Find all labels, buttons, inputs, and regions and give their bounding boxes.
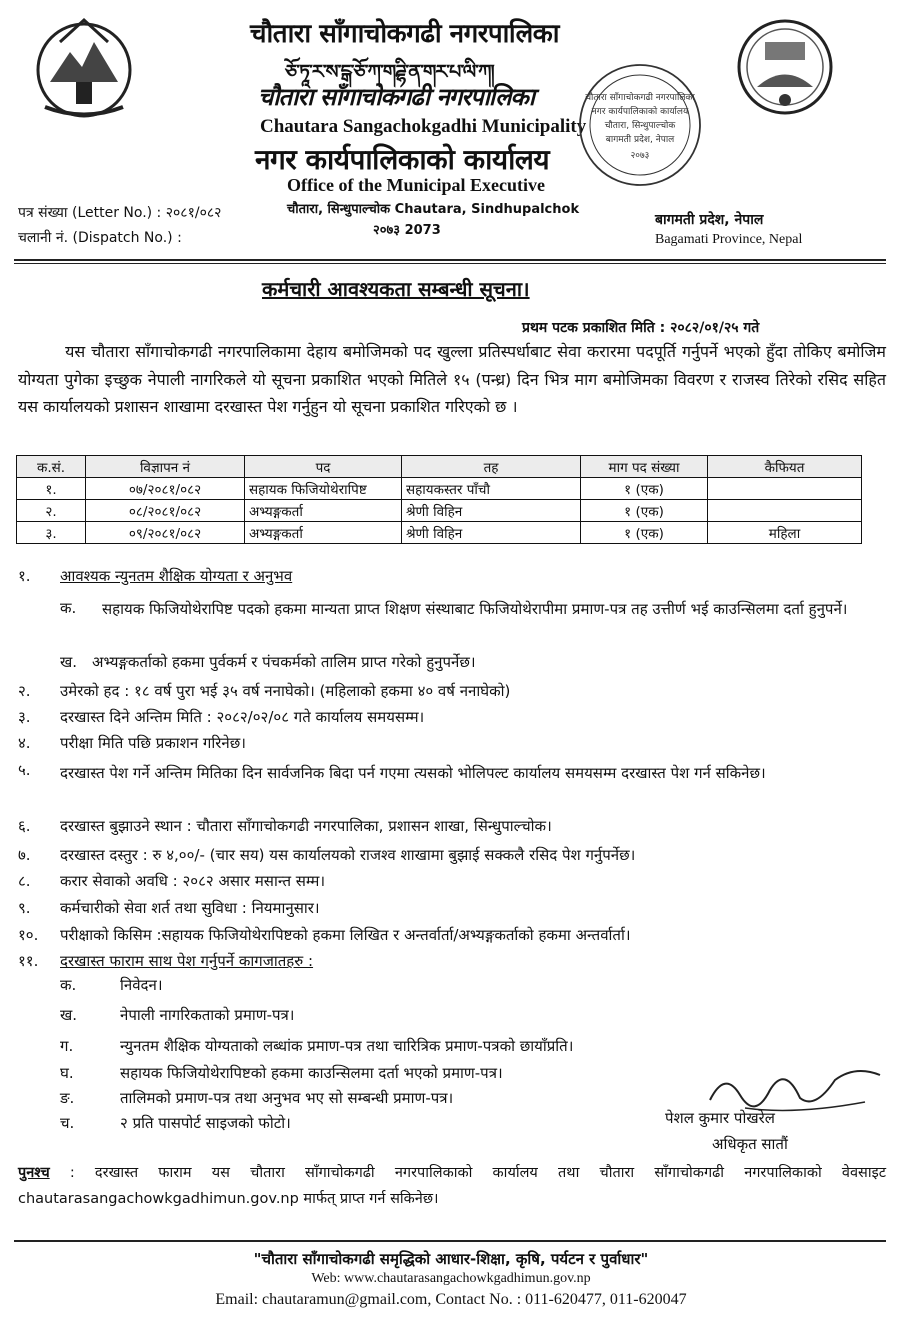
doc-item-text: नेपाली नागरिकताको प्रमाण-पत्र। — [120, 1006, 295, 1024]
cell-demand: १ (एक) — [581, 478, 708, 500]
cell-sn: १. — [17, 478, 86, 500]
stamp-line-1: चौतारा साँगाचोकगढी नगरपालिका — [585, 93, 695, 103]
footer-divider — [14, 1240, 886, 1242]
section-10-number: १०. — [18, 926, 39, 944]
section-2-number: २. — [18, 682, 31, 700]
section-1a-number: क. — [60, 599, 77, 617]
cell-remarks: महिला — [708, 522, 862, 544]
section-3-number: ३. — [18, 708, 31, 726]
cell-post: अभ्यङ्गकर्ता — [245, 522, 402, 544]
dispatch-number: चलानी नं. (Dispatch No.) : — [18, 230, 182, 246]
cell-remarks — [708, 478, 862, 500]
section-9-number: ९. — [18, 899, 31, 917]
postscript — [18, 1160, 886, 1212]
nepal-emblem-icon — [30, 12, 138, 122]
section-3-text: दरखास्त दिने अन्तिम मिति : २०८२/०२/०८ गते कार्यालय समयसम्म। — [60, 708, 425, 726]
publish-date: प्रथम पटक प्रकाशित मिति : २०८२/०१/२५ गते — [522, 320, 760, 336]
section-5-text: दरखास्त पेश गर्ने अन्तिम मितिका दिन सार्वजनिक बिदा पर्न गएमा त्यसको भोलिपल्ट कार्यालय समयसम्म दरखास्त पेश गर्न सकिनेछ। — [60, 764, 766, 782]
office-name-en: Office of the Municipal Executive — [287, 175, 545, 195]
section-1-title: आवश्यक न्युनतम शैक्षिक योग्यता र अनुभव — [60, 567, 293, 585]
section-1-number: १. — [18, 567, 31, 585]
municipality-name-tibetan: ཅོ་ཏཱ་ར་ས་ངྒ་ཅོ་ཀ་གཌྷི་ན་གར་པ་ལི་ཀ། — [285, 61, 494, 83]
col-demand: माग पद संख्या — [581, 456, 708, 478]
col-sn: क.सं. — [17, 456, 86, 478]
doc-item-text: निवेदन। — [120, 976, 163, 994]
section-1a-text: सहायक फिजियोथेरापिष्ट पदको हकमा मान्यता प्राप्त शिक्षण संस्थाबाट फिजियोथेरापीमा प्रमाण-पत्र तह उत्तीर्ण भई काउन्सिलमा दर्ता हुनुपर्ने। — [102, 600, 848, 618]
doc-item-text: सहायक फिजियोथेरापिष्टको हकमा काउन्सिलमा दर्ता भएको प्रमाण-पत्र। — [120, 1064, 503, 1082]
stamp-year: २०७३ — [630, 151, 650, 161]
cell-ad-no: ०७/२०८१/०८२ — [86, 478, 245, 500]
section-1b-number: ख. — [60, 653, 78, 671]
section-4-text: परीक्षा मिति पछि प्रकाशन गरिनेछ। — [60, 734, 246, 752]
province-en: Bagamati Province, Nepal — [655, 232, 803, 247]
footer-contact: Email: chautaramun@gmail.com, Contact No. : 011-620477, 011-620047 — [215, 1291, 687, 1308]
section-7-number: ७. — [18, 846, 31, 864]
doc-item-number: ग. — [60, 1037, 74, 1055]
cell-level: सहायकस्तर पाँचौ — [402, 478, 581, 500]
notice-title: कर्मचारी आवश्यकता सम्बन्धी सूचना। — [262, 277, 530, 301]
cell-level: श्रेणी विहिन — [402, 500, 581, 522]
office-location: चौतारा, सिन्धुपाल्चोक Chautara, Sindhupalchok — [287, 202, 580, 217]
office-name-np: नगर कार्यपालिकाको कार्यालय — [255, 143, 550, 176]
col-remarks: कैफियत — [708, 456, 862, 478]
table-row — [17, 478, 862, 500]
stamp-line-4: बागमती प्रदेश, नेपाल — [605, 135, 675, 145]
doc-item-number: क. — [60, 976, 77, 994]
table-header-row — [17, 456, 862, 478]
table-row — [17, 522, 862, 544]
section-11-number: ११. — [18, 952, 39, 970]
vacancy-table — [16, 455, 862, 544]
letter-number: पत्र संख्या (Letter No.) : २०८१/०८२ — [18, 205, 222, 221]
section-8-number: ८. — [18, 872, 31, 890]
section-7-text: दरखास्त दस्तुर : रु ४,००/- (चार सय) यस कार्यालयको राजश्व शाखामा बुझाई सक्कलै रसिद पेश गर्नुपर्नेछ। — [60, 846, 636, 864]
col-post: पद — [245, 456, 402, 478]
section-6-number: ६. — [18, 817, 31, 835]
province-np: बागमती प्रदेश, नेपाल — [655, 212, 764, 228]
section-10-text: परीक्षाको किसिम :सहायक फिजियोथेरापिष्टको हकमा लिखित र अन्तर्वार्ता/अभ्यङ्गकर्ताको हकमा अन्तर्वार्ता। — [60, 926, 631, 944]
postscript-text: : दरखास्त फाराम यस चौतारा साँगाचोकगढी नगरपालिकाको कार्यालय तथा चौतारा साँगाचोकगढी नगरपालिकाको वेवसाइट chautarasangachowkgadhimun.gov.np मार्फत् प्राप्त गर्न सकिनेछ। — [18, 1165, 887, 1207]
doc-item-number: ख. — [60, 1006, 78, 1024]
doc-item-number: ङ. — [60, 1089, 75, 1107]
office-stamp — [565, 60, 715, 190]
section-6-text: दरखास्त बुझाउने स्थान : चौतारा साँगाचोकगढी नगरपालिका, प्रशासन शाखा, सिन्धुपाल्चोक। — [60, 817, 552, 835]
cell-sn: ३. — [17, 522, 86, 544]
section-4-number: ४. — [18, 734, 31, 752]
cell-ad-no: ०९/२०८१/०८२ — [86, 522, 245, 544]
cell-ad-no: ०८/२०८१/०८२ — [86, 500, 245, 522]
cell-post: अभ्यङ्गकर्ता — [245, 500, 402, 522]
notice-body: यस चौतारा साँगाचोकगढी नगरपालिकामा देहाय बमोजिमको पद खुल्ला प्रतिस्पर्धाबाट सेवा करारमा पदपूर्ति गर्नुपर्ने भएको हुँदा तोकिए बमोजिम योग्यता पुगेका इच्छुक नेपाली नागरिकले यो सूचना प्रकाशित भएको मितिले १५ (पन्ध्र) दिन भित्र माग बमोजिमका विवरण र राजस्व तिरेको रसिद सहित यस कार्यालयको प्रशासन शाखामा दरखास्त पेश गर्नुहुन यो सूचना प्रकाशित गरिएको छ । — [18, 342, 886, 416]
signatory-designation: अधिकृत सातौं — [712, 1135, 788, 1153]
header-divider — [14, 259, 886, 261]
doc-item-text: २ प्रति पासपोर्ट साइजको फोटो। — [120, 1114, 291, 1132]
postscript-label: पुनश्च — [18, 1165, 50, 1181]
cell-level: श्रेणी विहिन — [402, 522, 581, 544]
stamp-line-3: चौतारा, सिन्धुपाल्चोक — [604, 121, 676, 131]
cell-post: सहायक फिजियोथेरापिष्ट — [245, 478, 402, 500]
municipality-name-np: चौतारा साँगाचोकगढी नगरपालिका — [250, 19, 559, 49]
doc-item-number: च. — [60, 1114, 75, 1132]
footer-slogan: "चौतारा साँगाचोकगढी समृद्धिको आधार-शिक्षा, कृषि, पर्यटन र पुर्वाधार" — [253, 1250, 649, 1268]
section-8-text: करार सेवाको अवधि : २०८२ असार मसान्त सम्म। — [60, 872, 326, 890]
municipality-name-script: चौतारा साँगाचोकगढी नगरपालिका — [258, 82, 535, 111]
doc-item-text: न्युनतम शैक्षिक योग्यताको लब्धांक प्रमाण-पत्र तथा चारित्रिक प्रमाण-पत्रको छायाँप्रति। — [120, 1037, 574, 1055]
doc-item-number: घ. — [60, 1064, 74, 1082]
cell-demand: १ (एक) — [581, 500, 708, 522]
established-year: २०७३ 2073 — [373, 223, 441, 238]
doc-item-text: तालिमको प्रमाण-पत्र तथा अनुभव भए सो सम्बन्धी प्रमाण-पत्र। — [120, 1089, 454, 1107]
col-ad-no: विज्ञापन नं — [86, 456, 245, 478]
section-1b-text: अभ्यङ्गकर्ताको हकमा पुर्वकर्म र पंचकर्मको तालिम प्राप्त गरेको हुनुपर्नेछ। — [92, 653, 476, 671]
municipality-name-en: Chautara Sangachokgadhi Municipality — [260, 116, 587, 137]
section-2-text: उमेरको हद : १८ वर्ष पुरा भई ३५ वर्ष ननाघेको। (महिलाको हकमा ४० वर्ष ननाघेको) — [60, 682, 511, 700]
section-5-number: ५. — [18, 761, 31, 779]
section-9-text: कर्मचारीको सेवा शर्त तथा सुविधा : नियमानुसार। — [60, 899, 320, 917]
cell-demand: १ (एक) — [581, 522, 708, 544]
footer-website: Web: www.chautarasangachowkgadhimun.gov.np — [311, 1271, 591, 1286]
section-11-title: दरखास्त फाराम साथ पेश गर्नुपर्ने कागजातहरु : — [60, 952, 314, 970]
cell-sn: २. — [17, 500, 86, 522]
stamp-line-2: नगर कार्यपालिकाको कार्यालय — [591, 107, 689, 117]
municipality-logo-icon — [735, 12, 835, 122]
col-level: तह — [402, 456, 581, 478]
table-row — [17, 500, 862, 522]
header-divider-thin — [14, 263, 886, 264]
cell-remarks — [708, 500, 862, 522]
signatory-name: पेशल कुमार पोखरेल — [665, 1109, 775, 1127]
